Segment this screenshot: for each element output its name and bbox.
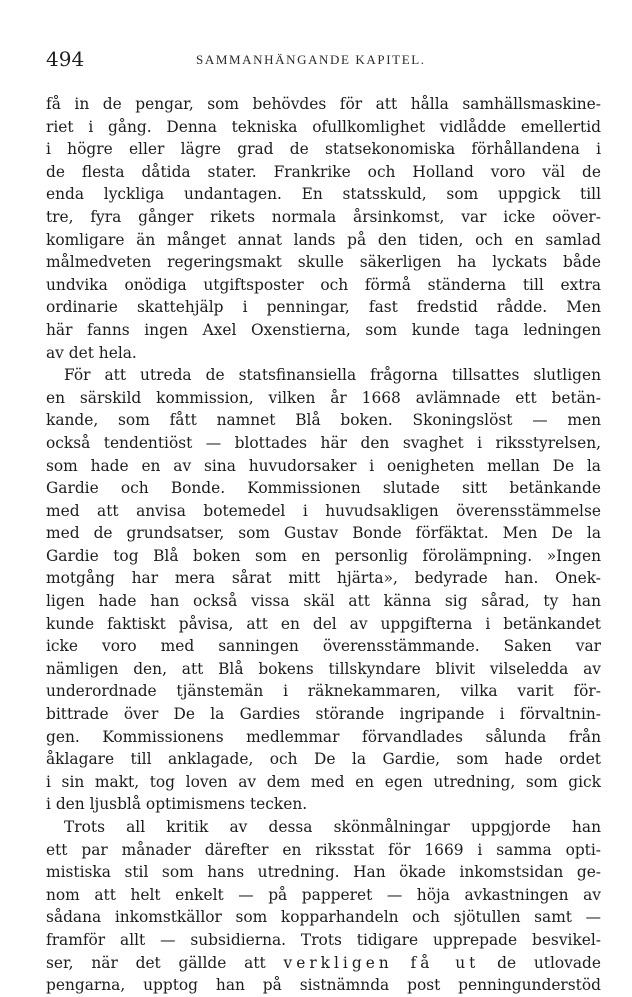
text-line: också tendentiöst — blottades här den svaghet i riksstyrelsen, xyxy=(46,433,601,452)
text-line: tre, fyra gånger rikets normala årsinkomst, var icke oöver- xyxy=(46,207,601,226)
paragraph-3 xyxy=(46,816,601,997)
text-line: ett par månader därefter en riksstat för 1669 i samma opti- xyxy=(46,840,601,859)
text-line: icke voro med sanningen överensstämmande. Saken var xyxy=(46,637,601,656)
text-line: kande, som fått namnet Blå boken. Skoningslöst — men xyxy=(46,411,601,430)
text-line: pengarna, upptog han på sistnämnda post penningunderstöd xyxy=(46,976,601,995)
text-line: i högre eller lägre grad de statsekonomiska förhållandena i xyxy=(46,140,601,159)
text-line: Trots all kritik av dessa skönmålningar uppgjorde han xyxy=(64,818,601,836)
text-line: sådana inkomstkällor som kopparhandeln och sjötullen samt — xyxy=(46,908,601,927)
text-line: ligen hade han också vissa skäl att känna sig sårad, ty han xyxy=(46,592,601,611)
text-line: här fanns ingen Axel Oxenstierna, som kunde taga ledningen xyxy=(46,320,601,339)
spaced-emphasis-word: verkligen xyxy=(283,953,393,972)
text-line: åklagare till anklagade, och De la Gardie, som hade ordet xyxy=(46,750,601,769)
text-line: få in de pengar, som behövdes för att hålla samhällsmaskine- xyxy=(46,95,601,113)
text-line: bittrade över De la Gardies störande ingripande i förvaltnin- xyxy=(46,705,601,724)
paragraph-1 xyxy=(46,93,601,364)
text-fragment: ser, när det gällde att xyxy=(46,953,266,972)
body-text xyxy=(46,93,601,997)
text-line: framför allt — subsidierna. Trots tidigare upprepade besvikel- xyxy=(46,930,601,949)
text-line: ordinarie skattehjälp i penningar, fast fredstid rådde. Men xyxy=(46,298,601,317)
spaced-emphasis-phrase: få ut xyxy=(410,953,480,972)
page-number: 494 xyxy=(46,47,85,71)
text-line: komligare än månget annat lands på den tiden, och en samlad xyxy=(46,230,601,249)
text-line: kunde faktiskt påvisa, att en del av uppgifterna i betänkandet xyxy=(46,614,601,633)
text-line: med att anvisa botemedel i huvudsakligen överensstämmelse xyxy=(46,501,601,520)
paragraph-2 xyxy=(46,364,601,816)
text-line: i den ljusblå optimismens tecken. xyxy=(46,795,308,814)
text-line: med de grundsatser, som Gustav Bonde förfäktat. Men De la xyxy=(46,524,601,543)
text-line: i sin makt, tog loven av dem med en egen utredning, som gick xyxy=(46,772,601,791)
text-line: underordnade tjänstemän i räknekammaren, vilka varit för- xyxy=(46,682,601,701)
text-line: målmedveten regeringsmakt skulle säkerligen ha lyckats både xyxy=(46,253,601,272)
text-line: av det hela. xyxy=(46,343,137,362)
text-line: enda lyckliga undantagen. En statsskuld, som uppgick till xyxy=(46,185,601,204)
running-head: SAMMANHÄNGANDE KAPITEL. xyxy=(196,52,426,67)
text-line: en särskild kommission, vilken år 1668 avlämnade ett betän- xyxy=(46,388,601,407)
text-line: nämligen den, att Blå bokens tillskyndare blivit vilseledda av xyxy=(46,659,601,678)
text-line: Gardie tog Blå boken som en personlig förolämpning. »Ingen xyxy=(46,546,601,565)
text-line: riet i gång. Denna tekniska ofullkomlighet vidlådde emellertid xyxy=(46,117,601,136)
text-line: som hade en av sina huvudorsaker i oenigheten mellan De la xyxy=(46,456,601,475)
text-line: gen. Kommissionens medlemmar förvandlades sålunda från xyxy=(46,727,601,746)
book-page xyxy=(46,46,601,997)
text-line-spaced xyxy=(46,952,601,975)
text-line: de flesta dåtida stater. Frankrike och Holland voro väl de xyxy=(46,162,601,181)
text-line: För att utreda de statsfinansiella frågorna tillsattes slutligen xyxy=(64,366,601,385)
text-line: motgång har mera sårat mitt hjärta», bedyrade han. Onek- xyxy=(46,569,601,588)
text-line: undvika onödiga utgiftsposter och förmå ständerna till extra xyxy=(46,275,601,294)
text-line: mistiska stil som hans utredning. Han ökade inkomstsidan ge- xyxy=(46,863,601,882)
text-line: nom att helt enkelt — på papperet — höja avkastningen av xyxy=(46,885,601,904)
text-line: Gardie och Bonde. Kommissionen slutade sitt betänkande xyxy=(46,479,601,498)
text-fragment: de utlovade xyxy=(497,953,601,972)
page-header xyxy=(46,46,601,76)
